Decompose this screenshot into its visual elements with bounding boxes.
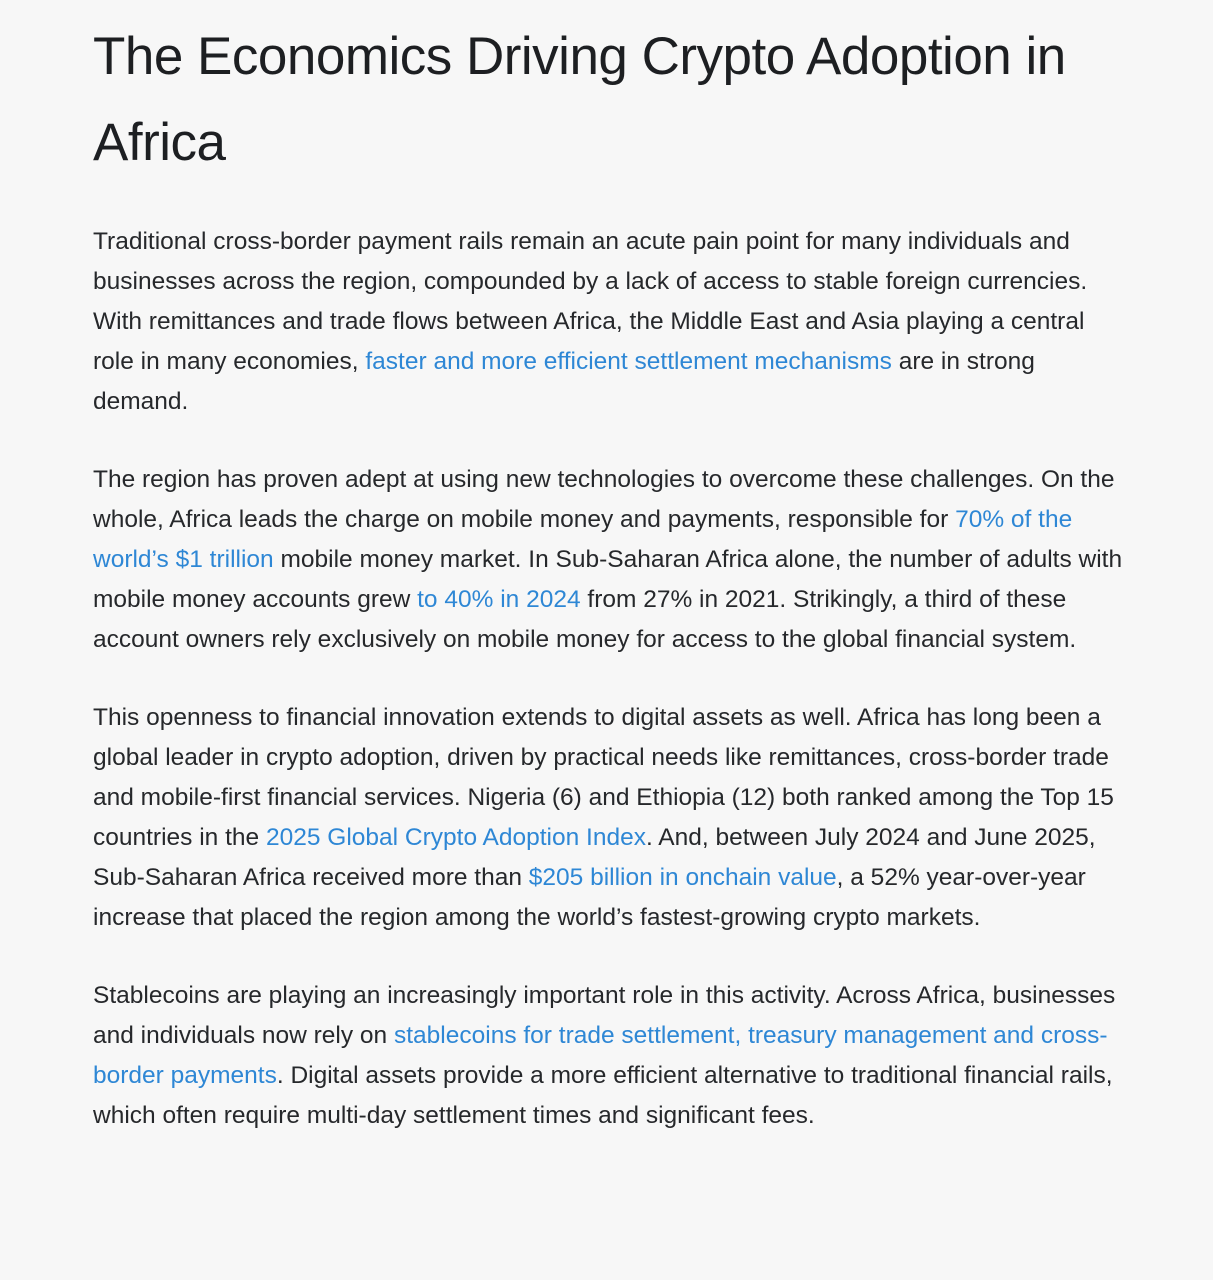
paragraph [93, 222, 1125, 422]
text-segment: This openness to financial innovation extends to digital assets as well. Africa has long been a global leader in crypto adoption, driven by practical needs like remittances, cross-border trade and mobile-first financial services. Nigeria (6) and Ethiopia (12) both ranked among the Top 15 countries in the [93, 704, 1114, 851]
inline-link[interactable]: stablecoins for trade settlement, treasury management and cross-border payments [93, 1022, 1108, 1089]
text-segment: are in strong demand. [93, 348, 1035, 415]
text-segment: . And, between July 2024 and June 2025, Sub-Saharan Africa received more than [93, 824, 1096, 891]
inline-link[interactable]: to 40% in 2024 [417, 586, 581, 613]
text-segment: , a 52% year-over-year increase that placed the region among the world’s fastest-growing crypto markets. [93, 864, 1086, 931]
article [93, 14, 1125, 1136]
inline-link[interactable]: 70% of the world’s $1 trillion [93, 506, 1073, 573]
text-segment: mobile money market. In Sub-Saharan Africa alone, the number of adults with mobile money accounts grew [93, 546, 1123, 613]
page-title: The Economics Driving Crypto Adoption in Africa [93, 27, 1066, 172]
text-segment: Stablecoins are playing an increasingly important role in this activity. Across Africa, businesses and individuals now rely on [93, 982, 1116, 1049]
text-segment: The region has proven adept at using new technologies to overcome these challenges. On the whole, Africa leads the charge on mobile money and payments, responsible for [93, 466, 1115, 533]
text-segment: from 27% in 2021. Strikingly, a third of these account owners rely exclusively on mobile money for access to the global financial system. [93, 586, 1077, 653]
paragraph [93, 976, 1125, 1136]
inline-link[interactable]: 2025 Global Crypto Adoption Index [265, 824, 646, 851]
inline-link[interactable]: faster and more efficient settlement mechanisms [365, 348, 892, 375]
paragraph [93, 698, 1125, 938]
text-segment: Traditional cross-border payment rails remain an acute pain point for many individuals and businesses across the region, compounded by a lack of access to stable foreign currencies. With remittances and trade flows between Africa, the Middle East and Asia playing a central role in many economies, [93, 228, 1088, 375]
article-body [93, 222, 1125, 1136]
inline-link[interactable]: $205 billion in onchain value [528, 864, 837, 891]
text-segment: . Digital assets provide a more efficient alternative to traditional financial rails, which often require multi-day settlement times and significant fees. [93, 1062, 1113, 1129]
paragraph [93, 460, 1125, 660]
